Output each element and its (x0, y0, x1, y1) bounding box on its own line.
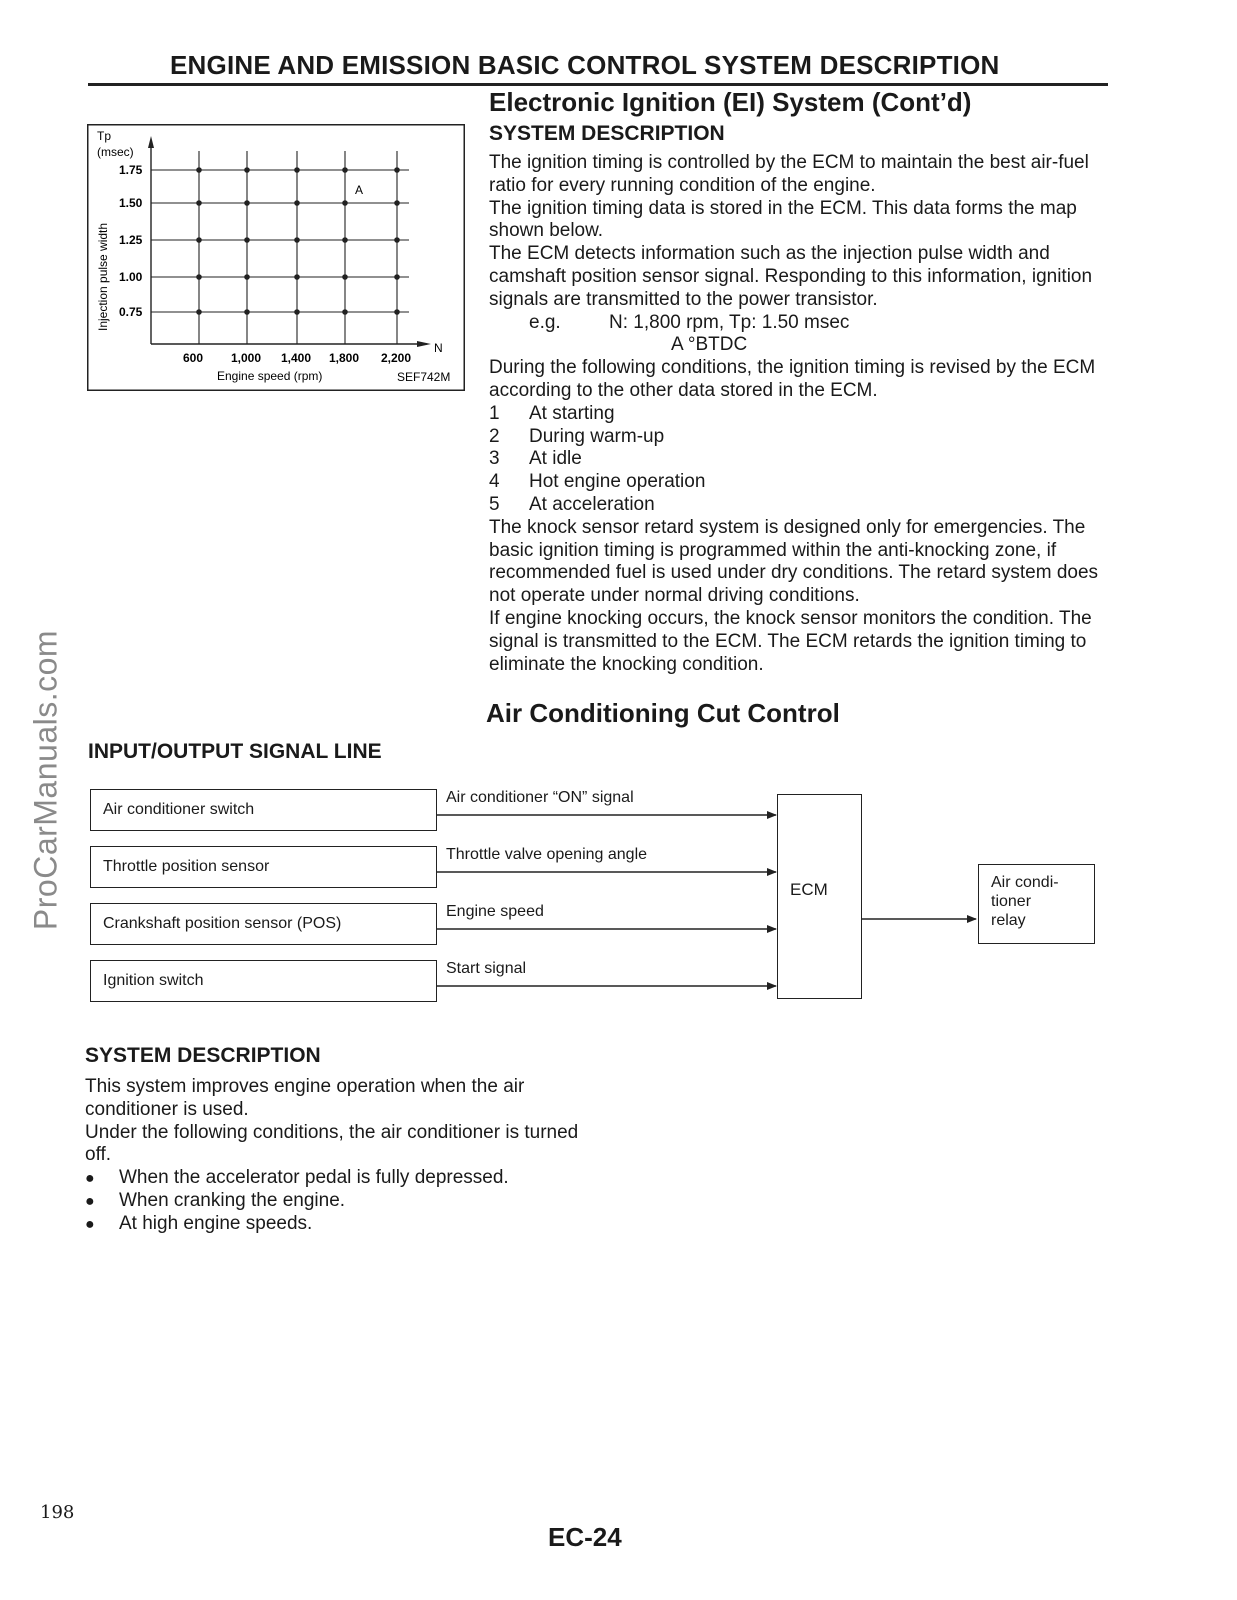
condition-item (489, 403, 1111, 426)
x-axis-arrow (417, 341, 431, 347)
grid-point (342, 237, 348, 243)
signal-label-engine-speed: Engine speed (446, 903, 544, 920)
ac-relay-box (978, 864, 1095, 944)
bullet-item (85, 1190, 585, 1213)
input-box-crankshaft (90, 903, 437, 945)
condition-item (489, 426, 1111, 449)
grid-point (244, 274, 250, 280)
x-tick-label: 600 (183, 351, 204, 365)
bullet-text: When the accelerator pedal is fully depressed. (119, 1167, 509, 1189)
grid-point (342, 274, 348, 280)
y-tick-label: 1.75 (119, 163, 143, 177)
grid-point (196, 167, 202, 173)
grid-point (394, 274, 400, 280)
grid-point (394, 167, 400, 173)
example-prefix: e.g. (529, 311, 561, 333)
y-axis-arrow (148, 136, 154, 148)
grid-point (342, 309, 348, 315)
input-label: Air conditioner switch (103, 801, 255, 818)
y-axis-label: Injection pulse width (96, 222, 110, 331)
ei-section-title: Electronic Ignition (EI) System (Cont’d) (489, 87, 972, 117)
condition-number: 5 (489, 493, 500, 515)
ac-paragraph-2: Under the following conditions, the air conditioner is turned off. (85, 1121, 579, 1166)
grid-point (394, 200, 400, 206)
grid-point (342, 200, 348, 206)
y-tick-label: 1.25 (119, 233, 143, 247)
grid-point (244, 237, 250, 243)
io-signal-title: INPUT/OUTPUT SIGNAL LINE (88, 740, 382, 763)
grid-point (394, 237, 400, 243)
y-tick-label: 1.50 (119, 196, 143, 210)
input-box-ignition (90, 960, 437, 1002)
bullet-dot-icon: ● (85, 1193, 95, 1211)
y-tick-label: 0.75 (119, 305, 143, 319)
ei-paragraph-2: The ignition timing data is stored in the ECM. This data forms the map shown below. (489, 197, 1077, 242)
grid-point (294, 274, 300, 280)
page-number: 198 (40, 1502, 75, 1523)
ac-paragraph-1: This system improves engine operation when the air conditioner is used. (85, 1076, 525, 1120)
condition-number: 3 (489, 448, 500, 470)
x-axis-label: Engine speed (rpm) (217, 369, 323, 383)
condition-text: Hot engine operation (529, 471, 706, 493)
grid-point (196, 274, 202, 280)
y-unit-top: Tp (97, 129, 112, 143)
input-label: Ignition switch (103, 972, 204, 989)
ac-section-title: Air Conditioning Cut Control (486, 698, 840, 728)
x-axis-arrow-label: N (434, 341, 443, 355)
x-tick-label: 1,800 (329, 351, 360, 365)
ignition-map-svg (87, 124, 465, 391)
grid-point (244, 309, 250, 315)
example-result: A °BTDC (671, 334, 748, 356)
bullet-text: When cranking the engine. (119, 1190, 346, 1212)
bullet-text: At high engine speeds. (119, 1213, 313, 1235)
example-line (489, 312, 1111, 335)
example-value: N: 1,800 rpm, Tp: 1.50 msec (609, 311, 850, 333)
conditions-list (489, 403, 1111, 517)
condition-text: At acceleration (529, 493, 655, 515)
grid-point (342, 167, 348, 173)
watermark: ProCarManuals.com (27, 629, 64, 931)
ei-paragraph-1: The ignition timing is controlled by the ECM to maintain the best air-fuel ratio for every running condition of the engine. (489, 152, 1089, 196)
condition-number: 4 (489, 471, 500, 493)
x-tick-label: 1,400 (281, 351, 312, 365)
grid-point (394, 309, 400, 315)
input-label: Throttle position sensor (103, 858, 270, 875)
x-tick-label: 2,200 (381, 351, 412, 365)
grid-point (294, 237, 300, 243)
revision-paragraph: During the following conditions, the ignition timing is revised by the ECM according to the other data stored in the ECM. (489, 357, 1096, 401)
header-rule (88, 83, 1108, 86)
signal-label-throttle: Throttle valve opening angle (446, 846, 648, 863)
bullet-item (85, 1167, 585, 1190)
grid-point (196, 200, 202, 206)
ei-subtitle: SYSTEM DESCRIPTION (489, 122, 725, 145)
relay-line-1: Air condi- (991, 874, 1059, 891)
grid-point (196, 237, 202, 243)
x-tick-label: 1,000 (231, 351, 262, 365)
ei-paragraph-3: The ECM detects information such as the injection pulse width and camshaft position sensor signal. Responding to this information, ignition signals are transmitted to the power transistor. (489, 243, 1093, 310)
input-label: Crankshaft position sensor (POS) (103, 915, 342, 932)
condition-number: 2 (489, 425, 500, 447)
point-a-label: A (355, 183, 364, 197)
ecm-box (777, 794, 862, 999)
bullet-dot-icon: ● (85, 1170, 95, 1188)
condition-item (489, 494, 1111, 517)
grid-point (294, 309, 300, 315)
figure-code: SEF742M (397, 370, 451, 384)
ei-description (489, 152, 1111, 676)
input-box-throttle (90, 846, 437, 888)
page-code: EC-24 (548, 1522, 622, 1552)
map-grid (119, 136, 431, 365)
ac-bullet-list (85, 1167, 585, 1236)
condition-number: 1 (489, 402, 500, 424)
knock-paragraph-1: The knock sensor retard system is designed only for emergencies. The basic ignition timing is programmed within the anti-knocking zone, if recommended fuel is used under dry conditions. The retard system does not operate under normal driving conditions. (489, 516, 1099, 607)
ecm-label: ECM (790, 880, 828, 899)
signal-label-ac-on: Air conditioner “ON” signal (446, 789, 634, 806)
grid-point (196, 309, 202, 315)
grid-point (244, 200, 250, 206)
condition-text: At starting (529, 402, 615, 424)
condition-text: During warm-up (529, 425, 665, 447)
signal-label-start: Start signal (446, 960, 527, 977)
condition-item (489, 471, 1111, 494)
bullet-dot-icon: ● (85, 1216, 95, 1234)
ac-description (85, 1076, 585, 1236)
ac-system-title: SYSTEM DESCRIPTION (85, 1044, 321, 1067)
condition-text: At idle (529, 448, 582, 470)
grid-point (294, 200, 300, 206)
bullet-item (85, 1213, 585, 1236)
relay-line-3: relay (991, 912, 1026, 929)
y-unit-bottom: (msec) (97, 145, 134, 159)
page-header-title: ENGINE AND EMISSION BASIC CONTROL SYSTEM DESCRIPTION (170, 50, 1000, 80)
knock-paragraph-2: If engine knocking occurs, the knock sensor monitors the condition. The signal is transmitted to the ECM. The ECM retards the ignition timing to eliminate the knocking condition. (489, 607, 1092, 675)
y-tick-label: 1.00 (119, 270, 143, 284)
relay-line-2: tioner (991, 893, 1032, 910)
condition-item (489, 448, 1111, 471)
input-box-ac-switch (90, 789, 437, 831)
grid-point (244, 167, 250, 173)
ignition-map-figure (87, 124, 465, 391)
grid-point (294, 167, 300, 173)
